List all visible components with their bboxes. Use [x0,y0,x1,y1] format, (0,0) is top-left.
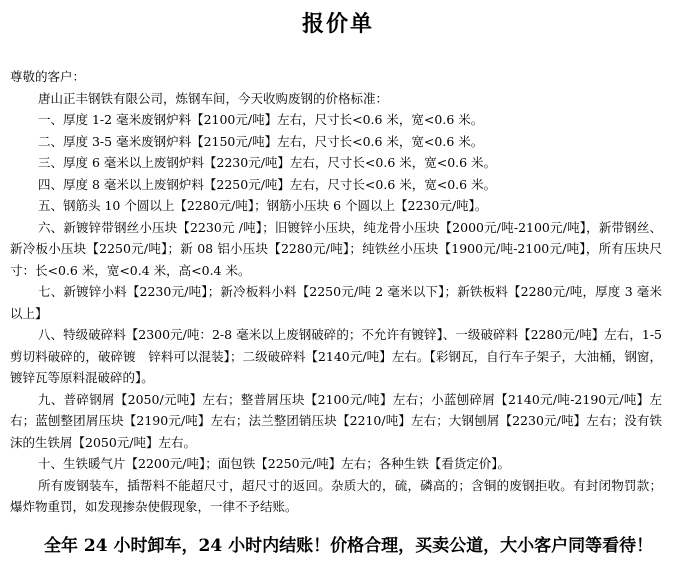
page-title: 报价单 [301,12,374,37]
document-body [10,66,662,518]
price-item-10: 十、生铁暖气片【2200元/吨】；面包铁【2250元/吨】左右；各种生铁【看货定价】。 [38,456,511,471]
notice-paragraph: 所有废钢装车，插帮料不能超尺寸，超尺寸的返回。杂质大的，硫，磷高的；含铜的废钢拒收。有封闭物罚款；爆炸物重罚，如发现掺杂使假现象，一律不予结账。 [10,477,662,514]
price-item-9: 九、普碎钢屑【2050/元吨】左右；整普屑压块【2100元/吨】左右；小蓝刨碎屑【2140元/吨-2190元/吨】左右；蓝刨整团屑压块【2190元/吨】左右；法兰整团销压块【2210/吨】左右；大钢刨屑【2230元/吨】左右；没有铁沫的生铁屑【2050元/吨】左右。 [10,391,662,450]
price-item-1: 一、厚度 1-2 毫米废钢炉料【2100元/吨】左右，尺寸长<0.6 米，宽<0.6 米。 [38,112,484,127]
price-item-3: 三、厚度 6 毫米以上废钢炉料【2230元/吨】左右，尺寸长<0.6 米，宽<0.6 米。 [38,155,497,170]
price-item-7: 七、新镀锌小料【2230元/吨】；新冷板料小料【2250元/吨 2 毫米以下】；新铁板料【2280元/吨，厚度 3 毫米以上】 [10,284,662,321]
price-item-8: 八、特级破碎料【2300元/吨：2-8 毫米以上废钢破碎的；不允许有镀锌】、一级破碎料【2280元/吨】左右，1-5 剪切料破碎的，破碎镀 锌料可以混装】；二级破碎料【2140元/吨】左右。【彩钢瓦，自行车子架子，大油桶，钢窗，镀锌瓦等原料混破碎的】。 [10,327,662,385]
price-item-5: 五、钢筋头 10 个圆以上【2280元/吨】；钢筋小压块 6 个圆以上【2230元/吨】。 [38,198,488,213]
footer-slogan: 全年 24 小时卸车，24 小时内结账！价格合理，买卖公道，大小客户同等看待！ [44,536,654,556]
price-item-2: 二、厚度 3-5 毫米废钢炉料【2150元/吨】左右，尺寸长<0.6 米，宽<0.6 米。 [38,133,484,149]
price-item-6: 六、新镀锌带钢丝小压块【2230元 /吨】；旧镀锌小压块，纯龙骨小压块【2000元/吨-2100元/吨】，新带钢丝、新冷板小压块【2250元/吨】；新 08 铝小压块【2280元/吨】；纯铁丝小压块【1900元/吨-2100元/吨】，所有压块尺寸：长<0.6 米，宽<0.4 米，高<0.4 米。 [10,219,662,278]
intro-paragraph: 唐山正丰钢铁有限公司，炼钢车间，今天收购废钢的价格标准： [38,90,389,106]
price-item-4: 四、厚度 8 毫米以上废钢炉料【2250元/吨】左右，尺寸长<0.6 米，宽<0.6 米。 [38,176,497,192]
greeting-line: 尊敬的客户： [10,69,86,84]
